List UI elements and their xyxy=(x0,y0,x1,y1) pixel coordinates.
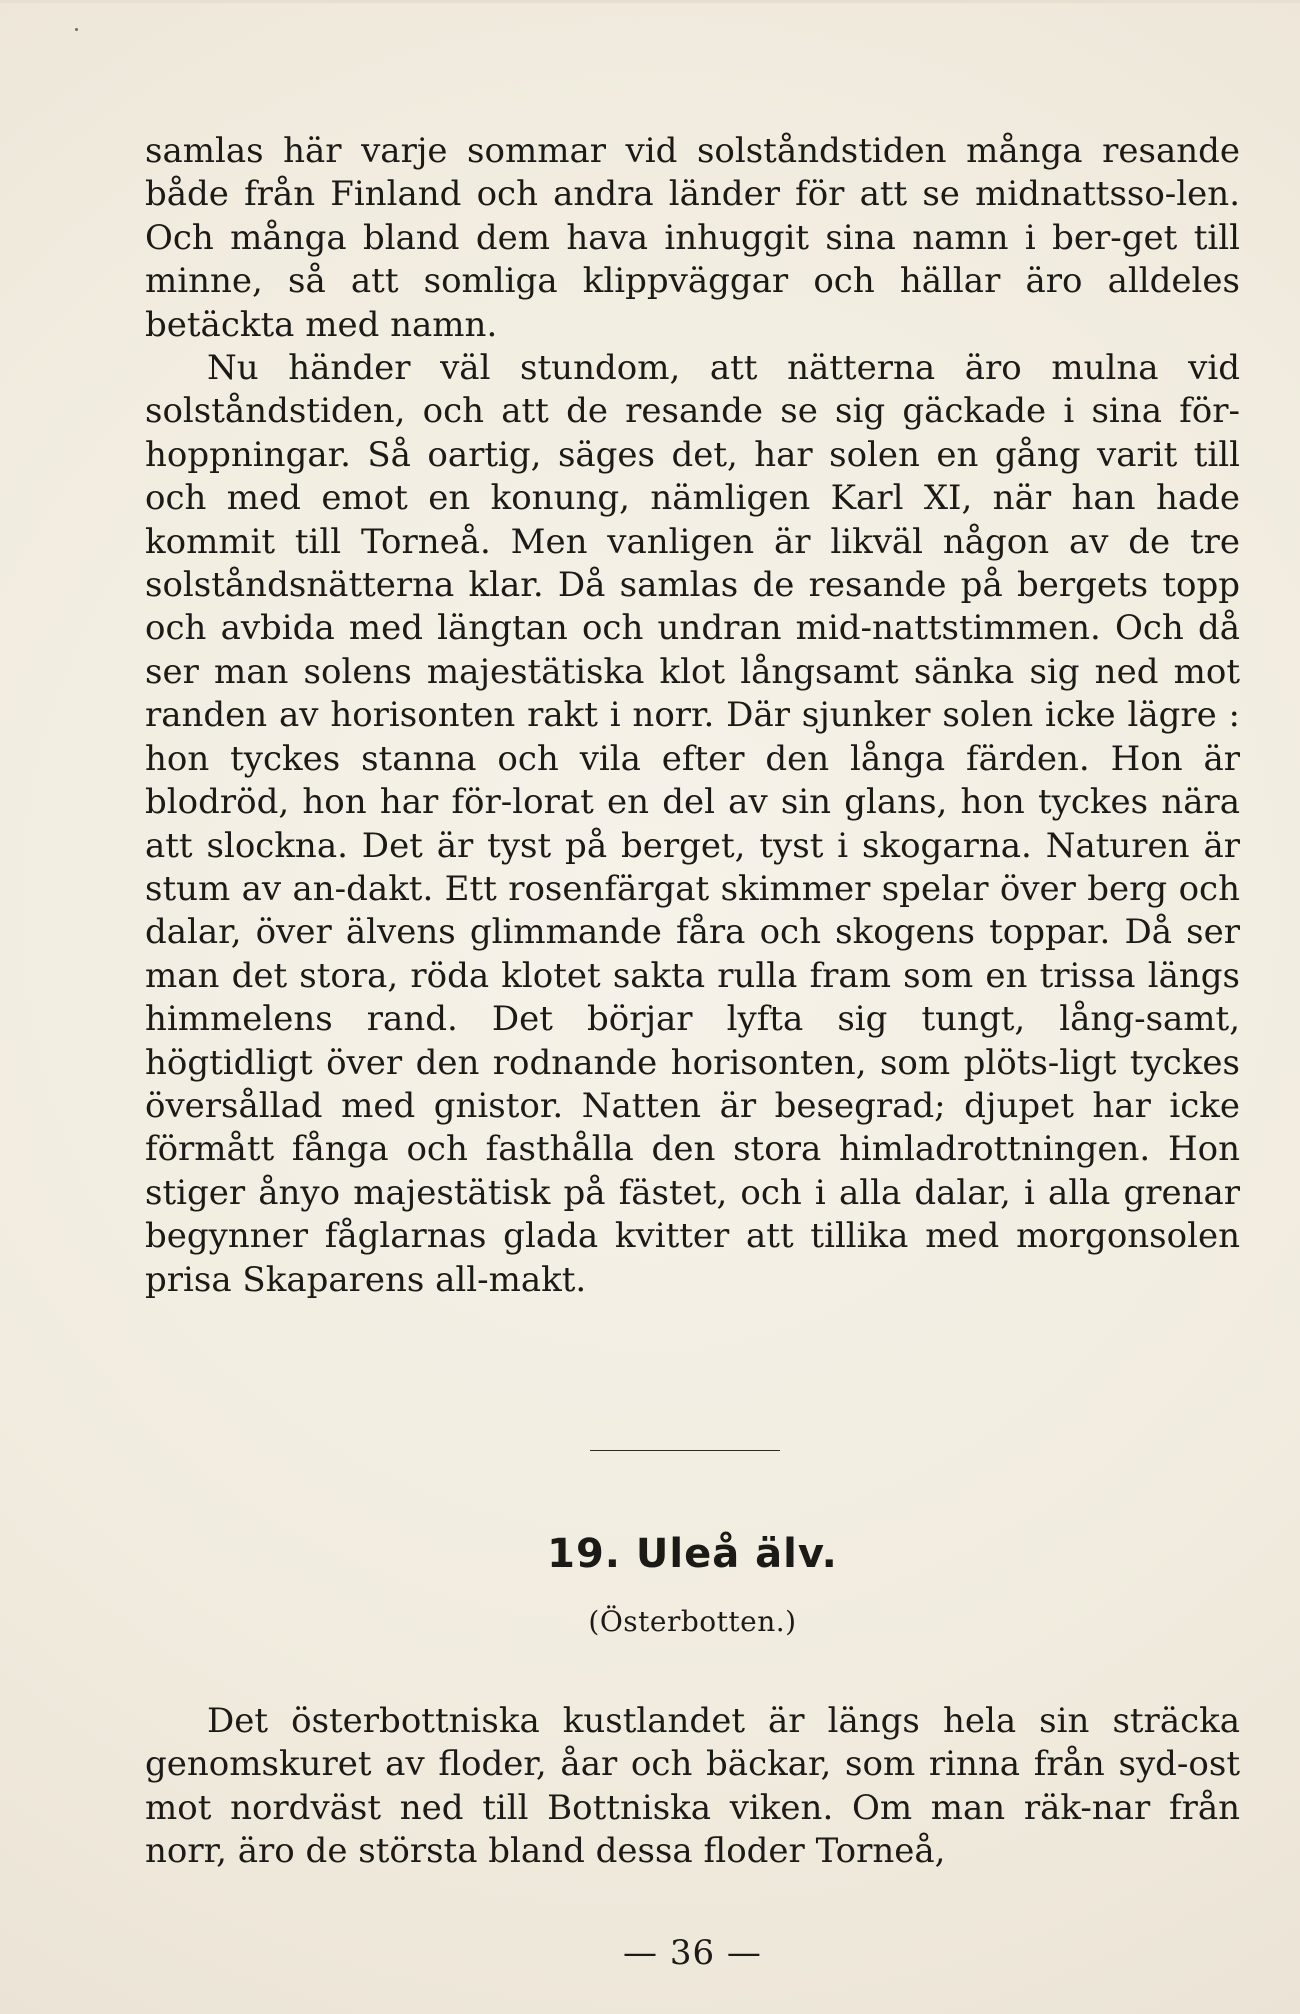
page-number: — 36 — xyxy=(623,1933,762,1973)
section-subtitle: (Österbotten.) xyxy=(588,1605,797,1638)
paragraph-1: samlas här varje sommar vid solståndstiden många resande både från Finland och andra länder för att se midnattsso-len. Och många bland dem hava inhuggit sina namn i ber-get till minne, så att somliga klippväggar och hällar äro alldeles betäckta med namn. xyxy=(145,131,1240,345)
section-divider xyxy=(590,1450,780,1451)
body-text-upper xyxy=(145,130,1240,1302)
paragraph-3: Det österbottniska kustlandet är längs hela sin sträcka genomskuret av floder, åar och bäckar, som rinna från syd-ost mot nordväst ned till Bottniska viken. Om man räk-nar från norr, äro de största bland dessa floder Torneå, xyxy=(145,1701,1240,1872)
section-title: 19. Uleå älv. xyxy=(547,1531,838,1577)
print-speck xyxy=(75,28,78,31)
page-top-edge xyxy=(0,0,1300,3)
paragraph-2: Nu händer väl stundom, att nätterna äro mulna vid solståndstiden, och att de resande se sig gäckade i sina för-hoppningar. Så oartig, säges det, har solen en gång varit till och med emot en konung, nämligen Karl XI, när han hade kommit till Torneå. Men vanligen är likväl någon av de tre solståndsnätterna klar. Då samlas de resande på bergets topp och avbida med längtan och undran mid-nattstimmen. Och då ser man solens majestätiska klot långsamt sänka sig ned mot randen av horisonten rakt i norr. Där sjunker solen icke lägre : hon tyckes stanna och vila efter den långa färden. Hon är blodröd, hon har för-lorat en del av sin glans, hon tyckes nära att slockna. Det är tyst på berget, tyst i skogarna. Naturen är stum av an-dakt. Ett rosenfärgat skimmer spelar över berg och dalar, över älvens glimmande fåra och skogens toppar. Då ser man det stora, röda klotet sakta rulla fram som en trissa längs himmelens rand. Det börjar lyfta sig tungt, lång-samt, högtidligt över den rodnande horisonten, som plöts-ligt tyckes översållad med gnistor. Natten är besegrad; djupet har icke förmått fånga och fasthålla den stora himladrottningen. Hon stiger ånyo majestätisk på fästet, och i alla dalar, i alla grenar begynner fåglarnas glada kvitter att tillika med morgonsolen prisa Skaparens all-makt. xyxy=(145,348,1240,1300)
body-text-lower xyxy=(145,1700,1240,1874)
